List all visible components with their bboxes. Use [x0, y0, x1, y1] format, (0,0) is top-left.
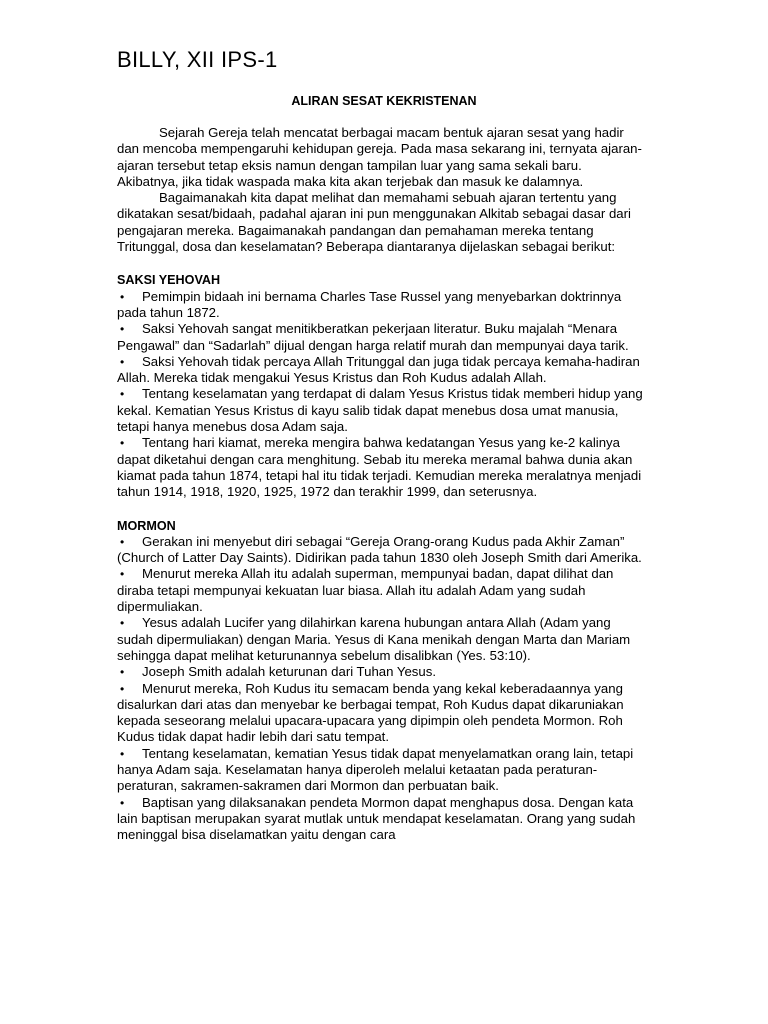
list-item: • Yesus adalah Lucifer yang dilahirkan karena hubungan antara Allah (Adam yang sudah dipermuliakan) dengan Maria. Yesus di Kana menikah dengan Marta dan Mariam sehingga dapat melihat keturunannya sebelum disalibkan (Yes. 53:10). — [117, 615, 645, 664]
list-item: • Baptisan yang dilaksanakan pendeta Mormon dapat menghapus dosa. Dengan kata lain baptisan merupakan syarat mutlak untuk mendapat keselamatan. Orang yang sudah meninggal bisa diselamatkan yaitu dengan cara — [117, 795, 645, 844]
document-body — [117, 125, 645, 843]
intro-paragraph: Bagaimanakah kita dapat melihat dan memahami sebuah ajaran tertentu yang dikatakan sesat/bidaah, padahal ajaran ini pun menggunakan Alkitab sebagai dasar dari pengajaran mereka. Bagaimanakah pandangan dan pemahaman mereka tentang Tritunggal, dosa dan keselamatan? Beberapa diantaranya dijelaskan sebagai berikut: — [117, 190, 631, 255]
section-heading-mormon: MORMON — [117, 518, 176, 533]
list-item: • Tentang keselamatan yang terdapat di dalam Yesus Kristus tidak memberi hidup yang kekal. Kematian Yesus Kristus di kayu salib tidak dapat menebus dosa umat manusia, tetapi hanya menebus dosa Adam saja. — [117, 386, 645, 435]
list-item: • Saksi Yehovah tidak percaya Allah Tritunggal dan juga tidak percaya kemaha-hadiran Allah. Mereka tidak mengakui Yesus Kristus dan Roh Kudus adalah Allah. — [117, 354, 645, 387]
list-item: • Joseph Smith adalah keturunan dari Tuhan Yesus. — [117, 664, 645, 680]
list-item: • Gerakan ini menyebut diri sebagai “Gereja Orang-orang Kudus pada Akhir Zaman” (Church of Latter Day Saints). Didirikan pada tahun 1830 oleh Joseph Smith dari Amerika. — [117, 534, 645, 567]
bullet-list-mormon — [117, 534, 645, 844]
list-item: • Tentang hari kiamat, mereka mengira bahwa kedatangan Yesus yang ke-2 kalinya dapat diketahui dengan cara menghitung. Sebab itu mereka meramal bahwa dunia akan kiamat pada tahun 1874, tetapi hal itu tidak terjadi. Kemudian mereka meralatnya menjadi tahun 1914, 1918, 1920, 1925, 1972 dan terakhir 1999, dan seterusnya. — [117, 435, 645, 500]
list-item: • Menurut mereka Allah itu adalah superman, mempunyai badan, dapat dilihat dan diraba tetapi mempunyai kekuatan luar biasa. Allah itu adalah Adam yang sudah dipermuliakan. — [117, 566, 645, 615]
author-class-header: BILLY, XII IPS-1 — [117, 47, 278, 72]
bullet-list-saksi-yehovah — [117, 289, 645, 501]
intro-paragraph: Sejarah Gereja telah mencatat berbagai macam bentuk ajaran sesat yang hadir dan mencoba mempengaruhi kehidupan gereja. Pada masa sekarang ini, ternyata ajaran-ajaran tersebut tetap eksis namun dengan tampilan luar yang sama sekali baru. Akibatnya, jika tidak waspada maka kita akan terjebak dan masuk ke dalamnya. — [117, 125, 642, 189]
list-item: • Menurut mereka, Roh Kudus itu semacam benda yang kekal keberadaannya yang disalurkan dari atas dan menyebar ke berbagai tempat, Roh Kudus dapat dikaruniakan kepada seseorang melalui upacara-upacara yang dipimpin oleh pendeta Mormon. Roh Kudus tidak dapat hadir lebih dari satu tempat. — [117, 681, 645, 746]
document-title: ALIRAN SESAT KEKRISTENAN — [291, 94, 477, 108]
list-item: • Pemimpin bidaah ini bernama Charles Tase Russel yang menyebarkan doktrinnya pada tahun 1872. — [117, 289, 645, 322]
section-heading-saksi-yehovah: SAKSI YEHOVAH — [117, 273, 221, 288]
list-item: • Tentang keselamatan, kematian Yesus tidak dapat menyelamatkan orang lain, tetapi hanya Adam saja. Keselamatan hanya diperoleh melalui ketaatan pada peraturan-peraturan, sakramen-sakramen dari Mormon dan perbuatan baik. — [117, 746, 645, 795]
list-item: • Saksi Yehovah sangat menitikberatkan pekerjaan literatur. Buku majalah “Menara Pengawal” dan “Sadarlah” dijual dengan harga relatif murah dan mempunyai daya tarik. — [117, 321, 645, 354]
